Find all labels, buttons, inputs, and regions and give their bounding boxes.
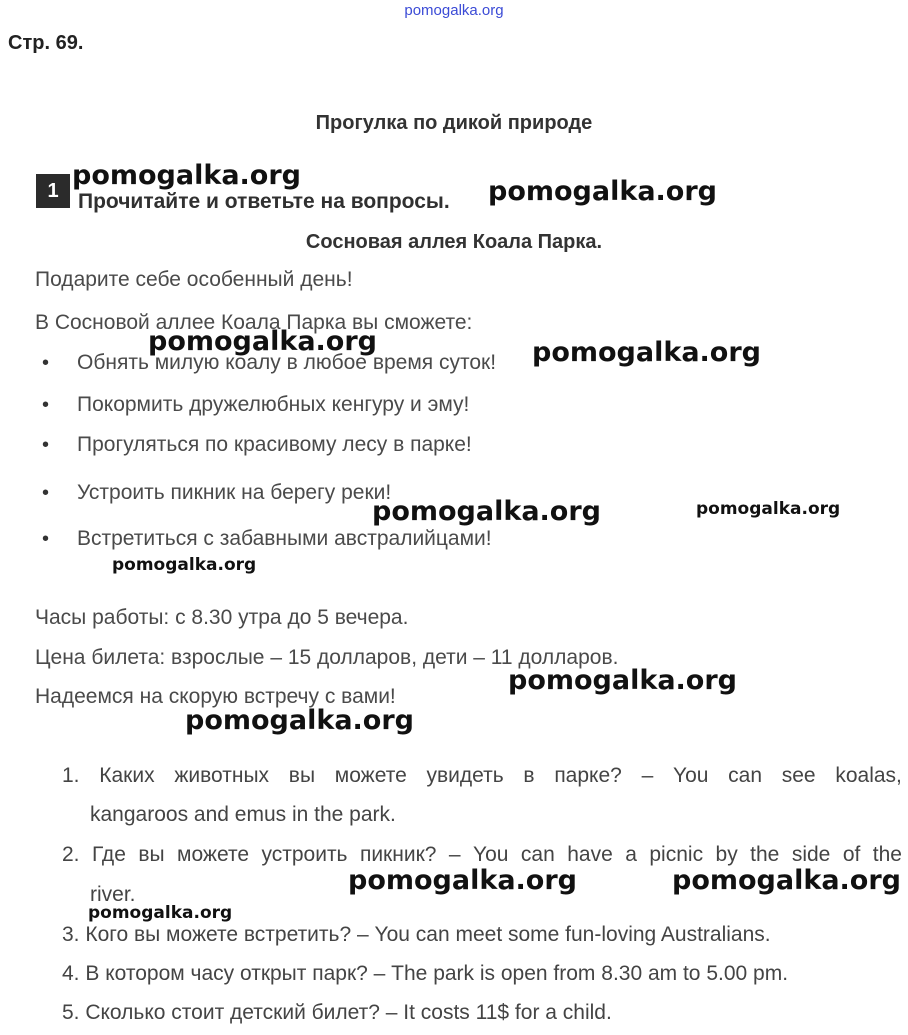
bullet-item: Встретиться с забавными австралийцами!: [77, 527, 492, 550]
word: can: [520, 843, 555, 866]
word: the: [750, 843, 780, 866]
word: picnic: [649, 843, 704, 866]
word: the: [872, 843, 902, 866]
bullet-item: Обнять милую коалу в любое время суток!: [77, 351, 497, 374]
task-number-badge: 1: [36, 174, 70, 208]
word: a: [625, 843, 637, 866]
answer-5: 5. Сколько стоит детский билет? – It costs 11$ for a child.: [62, 1001, 612, 1024]
word: You: [473, 843, 509, 866]
ad-hours: Часы работы: с 8.30 утра до 5 вечера.: [35, 606, 409, 629]
word: животных: [174, 764, 270, 787]
page-title: Прогулка по дикой природе: [315, 112, 593, 134]
word: have: [567, 843, 613, 866]
word: can: [728, 764, 763, 787]
word: koalas,: [835, 764, 902, 787]
bullet-item: Устроить пикник на берегу реки!: [77, 481, 392, 504]
word: можете: [334, 764, 407, 787]
word: устроить: [261, 843, 348, 866]
watermark: pomogalka.org: [532, 337, 761, 368]
top-watermark: pomogalka.org: [404, 2, 504, 19]
bullet-dot: •: [42, 352, 50, 374]
answer-1-line-1: [62, 764, 902, 788]
word: Где: [91, 843, 126, 866]
watermark: pomogalka.org: [72, 160, 301, 191]
word: парке?: [554, 764, 622, 787]
answer-1-line-2: kangaroos and emus in the park.: [90, 803, 396, 826]
word: see: [781, 764, 816, 787]
word: 1.: [62, 764, 80, 787]
word: You: [672, 764, 709, 787]
ad-intro-1: Подарите себе особенный день!: [35, 268, 353, 291]
bullet-item: Покормить дружелюбных кенгуру и эму!: [77, 393, 470, 416]
watermark: pomogalka.org: [112, 555, 257, 575]
bullet-dot: •: [42, 434, 50, 456]
watermark: pomogalka.org: [348, 865, 577, 896]
word: можете: [177, 843, 250, 866]
watermark: pomogalka.org: [88, 903, 233, 923]
bullet-dot: •: [42, 394, 50, 416]
task-instruction: Прочитайте и ответьте на вопросы.: [78, 190, 450, 213]
watermark: pomogalka.org: [488, 176, 717, 207]
word: –: [641, 764, 654, 787]
ad-title: Сосновая аллея Коала Парка.: [305, 231, 603, 253]
page-number: Стр. 69.: [8, 32, 84, 54]
word: by: [715, 843, 738, 866]
bullet-dot: •: [42, 482, 50, 504]
ad-price: Цена билета: взрослые – 15 долларов, дети – 11 долларов.: [35, 646, 619, 669]
answer-4: 4. В котором часу открыт парк? – The park is open from 8.30 am to 5.00 pm.: [62, 962, 789, 985]
watermark: pomogalka.org: [185, 705, 414, 736]
answer-2-line-2: river.: [90, 883, 136, 906]
word: of: [842, 843, 861, 866]
bullet-item: Прогуляться по красивому лесу в парке!: [77, 433, 472, 456]
word: вы: [138, 843, 165, 866]
word: вы: [288, 764, 316, 787]
watermark: pomogalka.org: [372, 496, 601, 527]
watermark: pomogalka.org: [508, 665, 737, 696]
bullet-dot: •: [42, 528, 50, 550]
ad-closing: Надеемся на скорую встречу с вами!: [35, 685, 396, 708]
word: 2.: [62, 843, 80, 866]
answer-3: 3. Кого вы можете встретить? – You can meet some fun-loving Australians.: [62, 923, 771, 946]
watermark: pomogalka.org: [148, 326, 377, 357]
watermark: pomogalka.org: [696, 499, 841, 519]
word: side: [791, 843, 831, 866]
ad-intro-2: В Сосновой аллее Коала Парка вы сможете:: [35, 311, 473, 334]
word: Каких: [99, 764, 155, 787]
word: увидеть: [426, 764, 504, 787]
word: в: [523, 764, 535, 787]
word: –: [448, 843, 461, 866]
word: пикник?: [359, 843, 437, 866]
answer-2-line-1: [62, 843, 902, 867]
watermark: pomogalka.org: [672, 865, 901, 896]
